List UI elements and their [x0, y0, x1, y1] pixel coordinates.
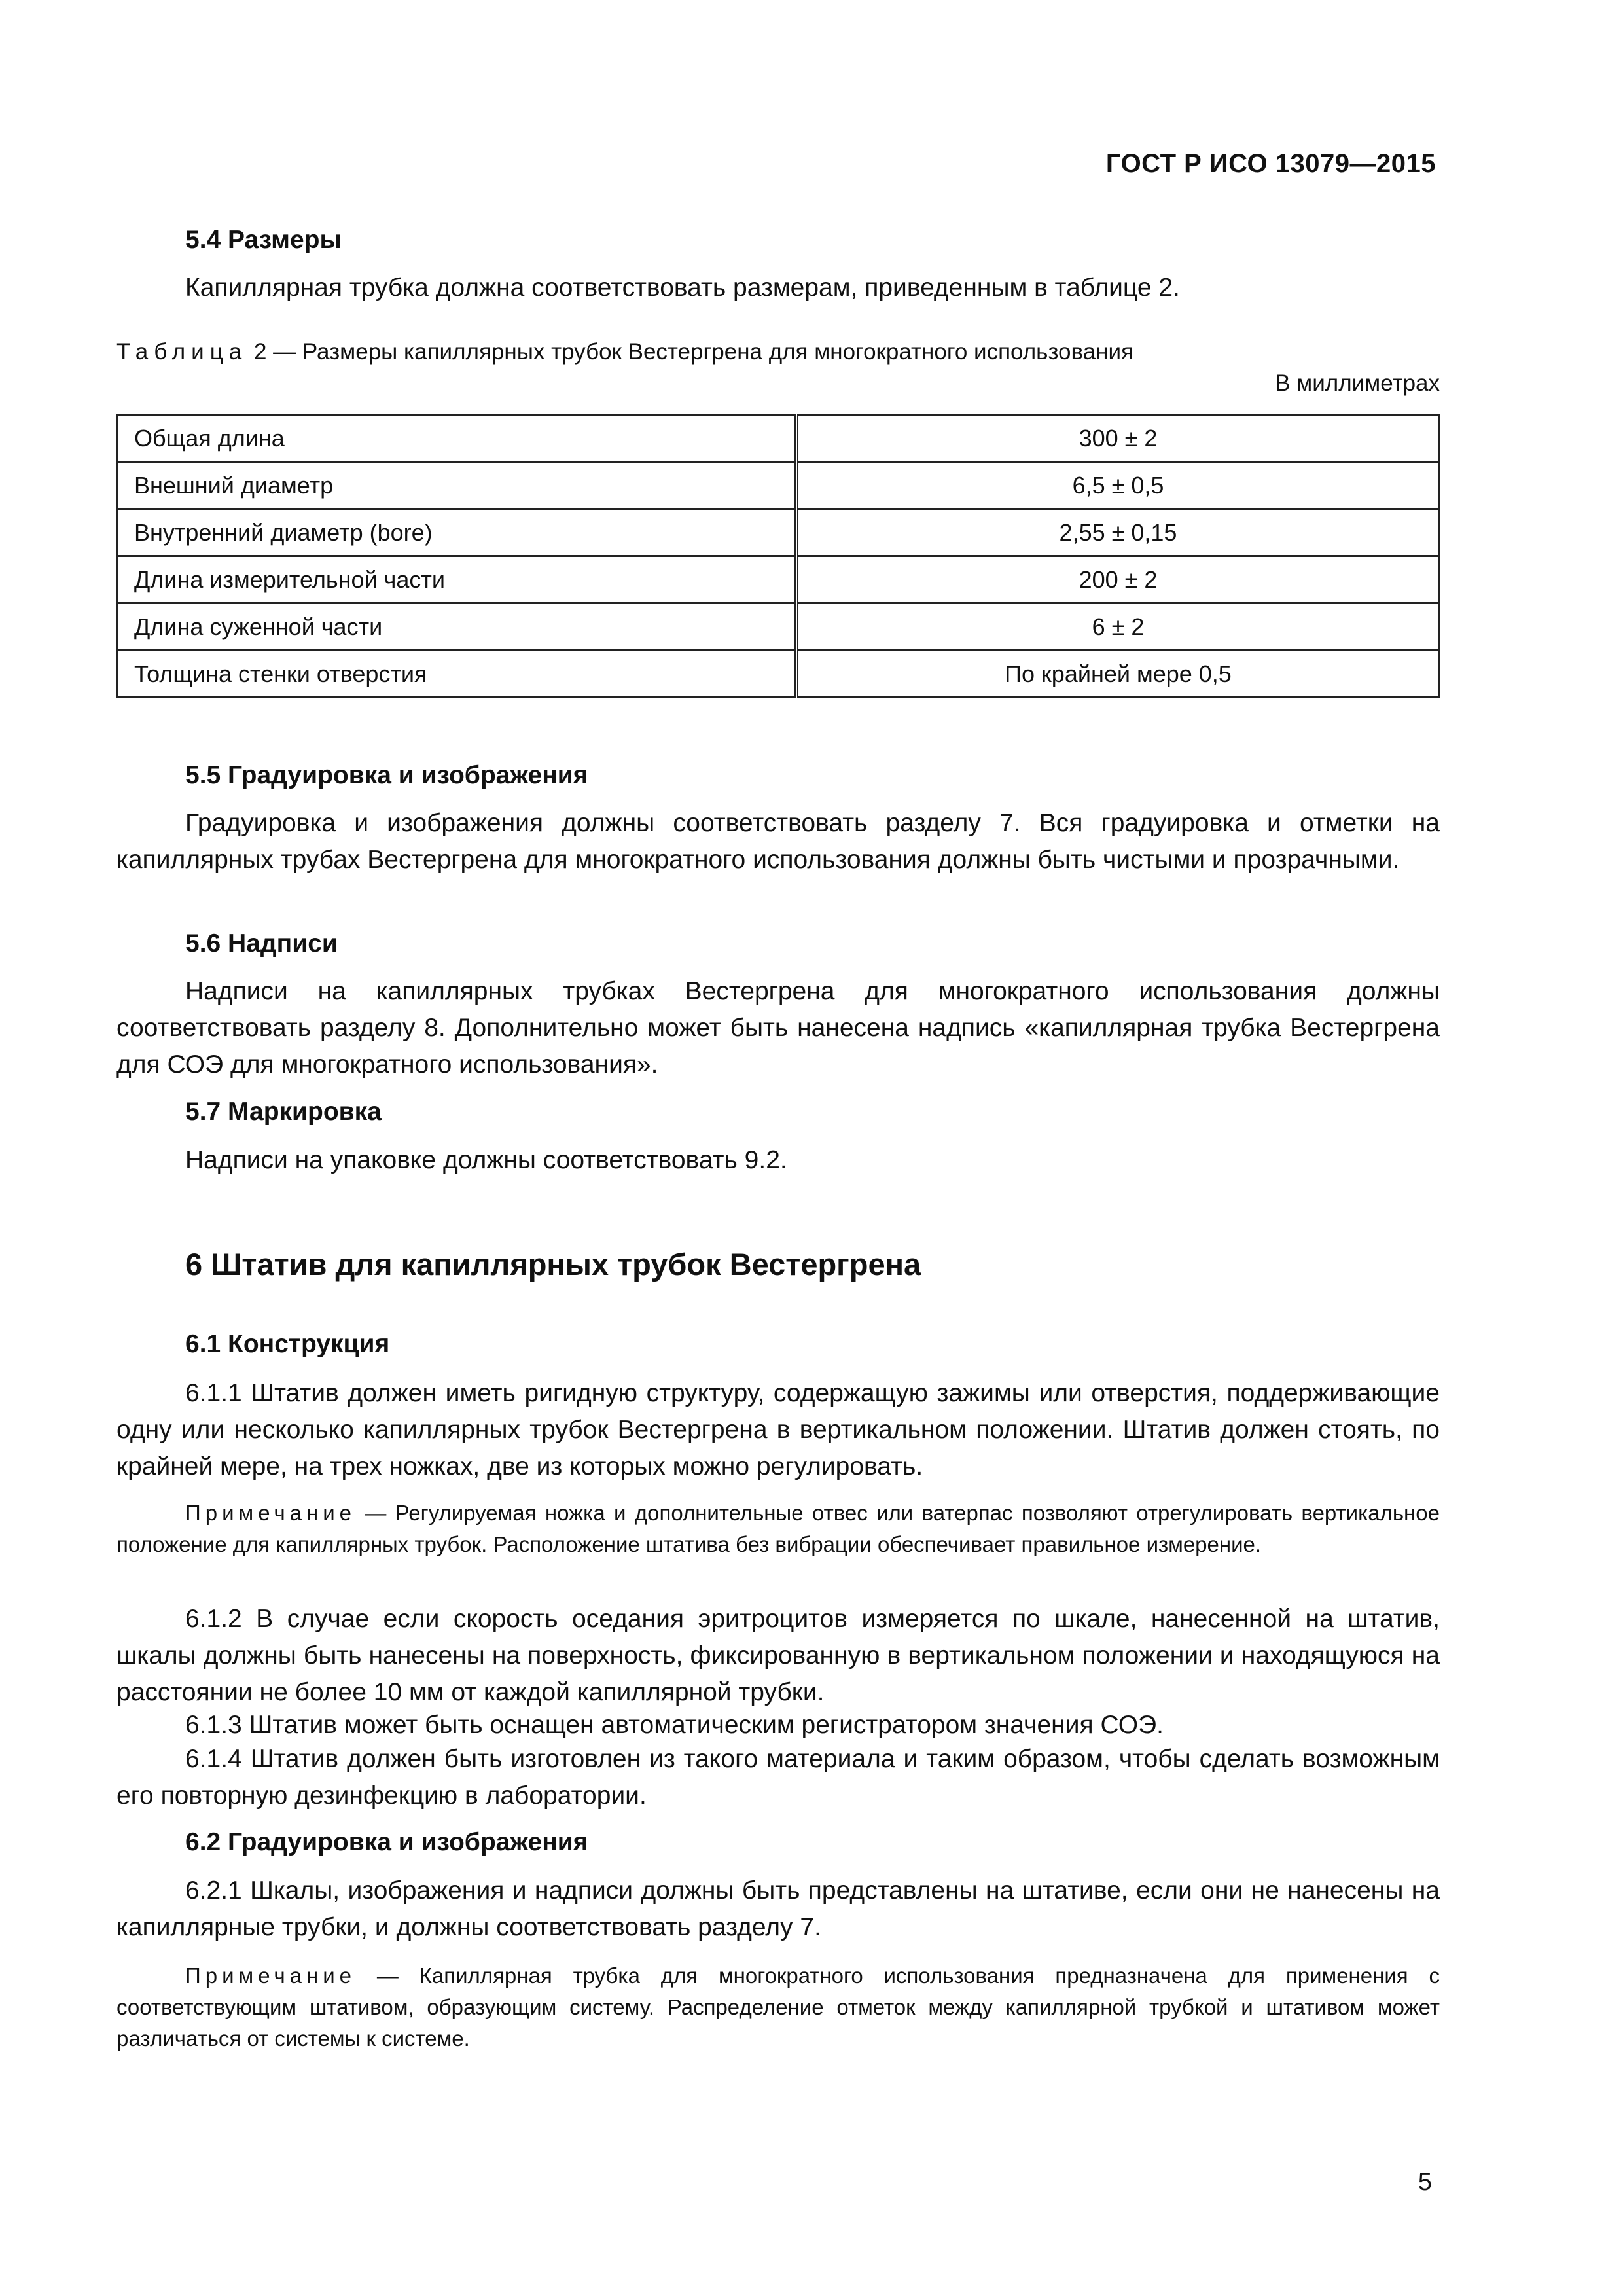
table-caption — [116, 339, 1133, 365]
table-cell-name: Внутренний диаметр (bore) — [118, 509, 797, 556]
note-1-text: — Регулируемая ножка и дополнительные отвес или ватерпас позволяют отрегулировать вертикальное положение для капиллярных трубок. Расположение штатива без вибрации обеспечивает правильное измерение. — [116, 1501, 1440, 1556]
table-cell-value: 2,55 ± 0,15 — [796, 509, 1439, 556]
section-6-2-title: 6.2 Градуировка и изображения — [185, 1828, 588, 1856]
note-2-label: Примечание — [185, 1964, 357, 1988]
table-cell-name: Внешний диаметр — [118, 462, 797, 509]
table-cell-name: Длина суженной части — [118, 603, 797, 651]
section-5-6-text: Надписи на капиллярных трубках Вестергрена для многократного использования должны соответствовать разделу 8. Дополнительно может быть нанесена надпись «капиллярная трубка Вестергрена для СОЭ для многократного использования». — [116, 977, 1440, 1079]
note-1-label: Примечание — [185, 1501, 357, 1525]
table-cell-name: Длина измерительной части — [118, 556, 797, 603]
paragraph-6-1-4: 6.1.4 Штатив должен быть изготовлен из такого материала и таким образом, чтобы сделать возможным его повторную дезинфекцию в лаборатории. — [116, 1745, 1440, 1810]
section-5-4-title: 5.4 Размеры — [185, 226, 342, 254]
document-header-code: ГОСТ Р ИСО 13079—2015 — [1105, 149, 1436, 178]
section-5-7-title: 5.7 Маркировка — [185, 1098, 382, 1126]
section-5-6-title: 5.6 Надписи — [185, 929, 338, 958]
note-2-text: — Капиллярная трубка для многократного использования предназначена для применения с соответствующим штативом, образующим систему. Распределение отметок между капиллярной трубкой и штативом может различаться от системы к системе. — [116, 1964, 1440, 2051]
table-row — [118, 462, 1439, 509]
dimensions-table — [116, 414, 1440, 698]
table-caption-text: 2 — Размеры капиллярных трубок Вестергрена для многократного использования — [247, 339, 1134, 365]
table-caption-label: Таблица — [116, 339, 248, 365]
section-5-7-text: Надписи на упаковке должны соответствовать 9.2. — [185, 1146, 787, 1174]
table-row — [118, 556, 1439, 603]
table-cell-name: Общая длина — [118, 415, 797, 462]
table-row — [118, 603, 1439, 651]
table-cell-value: 6 ± 2 — [796, 603, 1439, 651]
paragraph-6-2-1: 6.2.1 Шкалы, изображения и надписи должны быть представлены на штативе, если они не нанесены на капиллярные трубки, и должны соответствовать разделу 7. — [116, 1876, 1440, 1941]
section-6-title: 6 Штатив для капиллярных трубок Вестергрена — [185, 1247, 921, 1282]
table-cell-name: Толщина стенки отверстия — [118, 651, 797, 698]
paragraph-6-1-3: 6.1.3 Штатив может быть оснащен автоматическим регистратором значения СОЭ. — [185, 1711, 1164, 1739]
table-cell-value: 300 ± 2 — [796, 415, 1439, 462]
table-cell-value: 6,5 ± 0,5 — [796, 462, 1439, 509]
section-5-5-title: 5.5 Градуировка и изображения — [185, 761, 588, 789]
section-5-4-text: Капиллярная трубка должна соответствовать размерам, приведенным в таблице 2. — [185, 274, 1180, 302]
paragraph-6-1-1: 6.1.1 Штатив должен иметь ригидную структуру, содержащую зажимы или отверстия, поддерживающие одну или несколько капиллярных трубок Вестергрена в вертикальном положении. Штатив должен стоять, по крайней мере, на трех ножках, две из которых можно регулировать. — [116, 1379, 1440, 1480]
table-cell-value: 200 ± 2 — [796, 556, 1439, 603]
table-row — [118, 651, 1439, 698]
table-units: В миллиметрах — [1275, 370, 1440, 396]
note-2 — [116, 1960, 1440, 2054]
note-1 — [116, 1498, 1440, 1560]
section-5-5-text: Градуировка и изображения должны соответствовать разделу 7. Вся градуировка и отметки на капиллярных трубах Вестергрена для многократного использования должны быть чистыми и прозрачными. — [116, 809, 1440, 874]
table-row — [118, 509, 1439, 556]
table-row — [118, 415, 1439, 462]
page-number: 5 — [1418, 2168, 1432, 2196]
table-cell-value: По крайней мере 0,5 — [796, 651, 1439, 698]
section-6-1-title: 6.1 Конструкция — [185, 1330, 390, 1358]
paragraph-6-1-2: 6.1.2 В случае если скорость оседания эритроцитов измеряется по шкале, нанесенной на штатив, шкалы должны быть нанесены на поверхность, фиксированную в вертикальном положении и находящуюся на расстоянии не более 10 мм от каждой капиллярной трубки. — [116, 1605, 1440, 1706]
